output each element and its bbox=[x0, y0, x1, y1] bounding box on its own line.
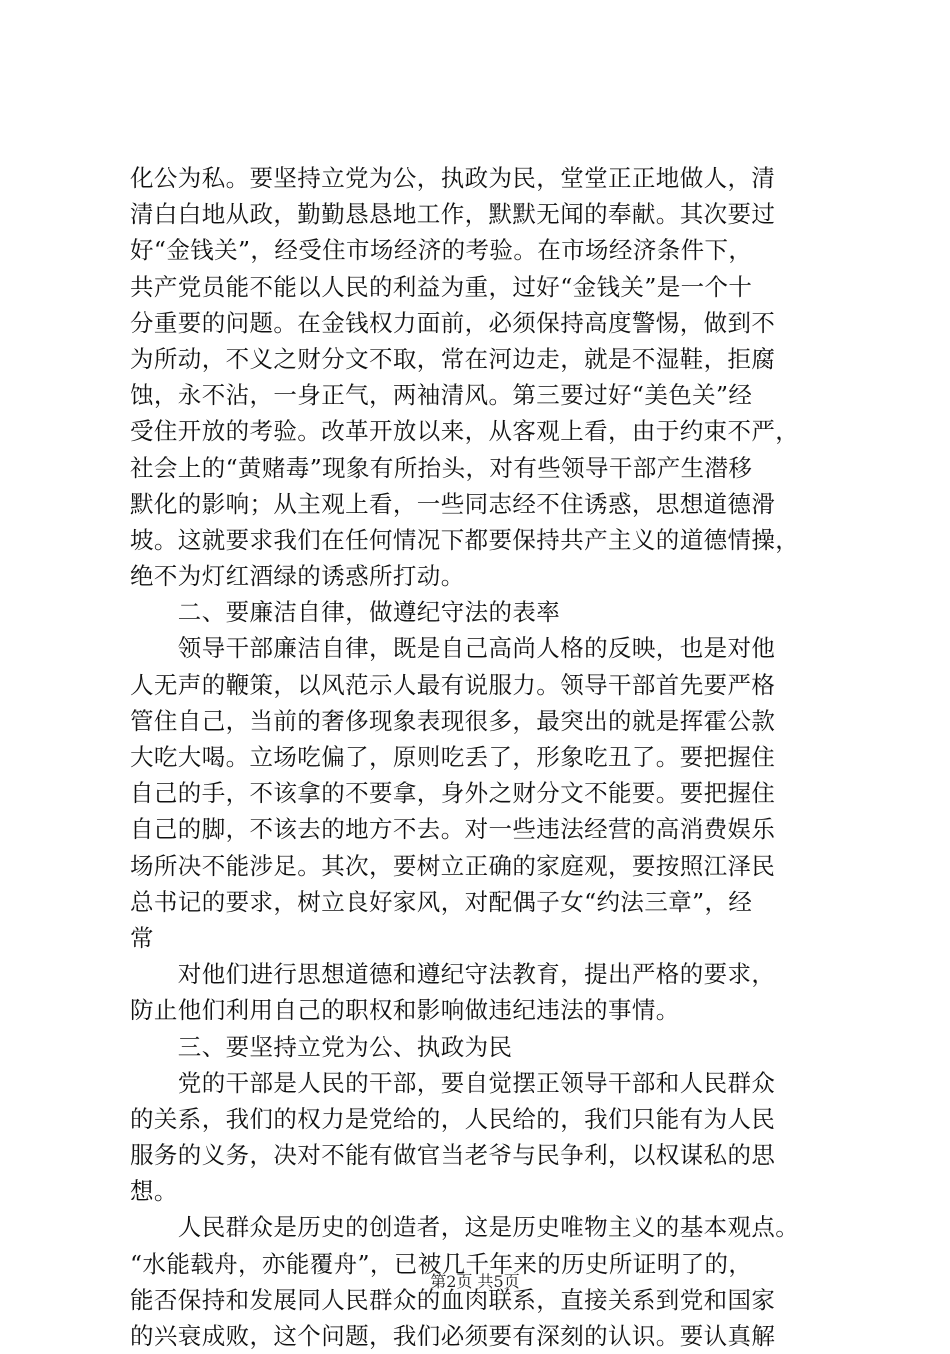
text-line: 党的干部是人民的干部，要自觉摆正领导干部和人民群众 bbox=[130, 1068, 776, 1097]
text-line: 为所动，不义之财分文不取，常在河边走，就是不湿鞋，拒腐 bbox=[130, 344, 776, 373]
text-line: 共产党员能不能以人民的利益为重，过好“金钱关”是一个十 bbox=[130, 272, 753, 301]
text-line: 大吃大喝。立场吃偏了，原则吃丢了，形象吃丑了。要把握住 bbox=[130, 743, 776, 771]
page-footer: 第2页 共5页 bbox=[430, 1272, 520, 1291]
text-line: 领导干部廉洁自律，既是自己高尚人格的反映，也是对他 bbox=[130, 634, 776, 663]
text-line: 的兴衰成败，这个问题，我们必须要有深刻的认识。要认真解 bbox=[130, 1322, 776, 1350]
text-line: 总书记的要求，树立良好家风，对配偶子女“约法三章”，经 bbox=[130, 887, 753, 916]
text-line: 人民群众是历史的创造者，这是历史唯物主义的基本观点。 bbox=[130, 1213, 800, 1242]
text-line: “水能载舟，亦能覆舟”，已被几千年来的历史所证明了的， bbox=[130, 1249, 753, 1278]
text-line: 的关系，我们的权力是党给的，人民给的，我们只能有为人民 bbox=[130, 1104, 776, 1133]
text-line: 受住开放的考验。改革开放以来，从客观上看，由于约束不严， bbox=[130, 417, 800, 446]
text-line: 常 bbox=[130, 923, 154, 952]
text-line: 想。 bbox=[130, 1177, 178, 1206]
text-line: 化公为私。要坚持立党为公，执政为民，堂堂正正地做人，清 bbox=[130, 164, 776, 192]
text-line: 分重要的问题。在金钱权力面前，必须保持高度警惕，做到不 bbox=[130, 308, 776, 337]
text-line: 管住自己，当前的奢侈现象表现很多，最突出的就是挥霍公款 bbox=[130, 706, 776, 735]
text-line: 服务的义务，决对不能有做官当老爷与民争利，以权谋私的思 bbox=[130, 1141, 776, 1170]
body-text bbox=[130, 160, 830, 1354]
text-line: 好“金钱关”，经受住市场经济的考验。在市场经济条件下， bbox=[130, 236, 753, 265]
text-line: 人无声的鞭策，以风范示人最有说服力。领导干部首先要严格 bbox=[130, 670, 776, 699]
text-line: 自己的脚，不该去的地方不去。对一些违法经营的高消费娱乐 bbox=[130, 815, 776, 844]
text-line: 三、要坚持立党为公、执政为民 bbox=[130, 1032, 513, 1061]
text-line: 自己的手，不该拿的不要拿，身外之财分文不能要。要把握住 bbox=[130, 779, 776, 808]
text-line: 默化的影响；从主观上看，一些同志经不住诱惑，思想道德滑 bbox=[130, 489, 776, 518]
text-line: 防止他们利用自己的职权和影响做违纪违法的事情。 bbox=[130, 996, 680, 1025]
text-line: 坡。这就要求我们在任何情况下都要保持共产主义的道德情操， bbox=[130, 525, 800, 554]
text-line: 能否保持和发展同人民群众的血肉联系，直接关系到党和国家 bbox=[130, 1285, 776, 1314]
text-line: 清白白地从政，勤勤恳恳地工作，默默无闻的奉献。其次要过 bbox=[130, 200, 776, 229]
text-line: 场所决不能涉足。其次，要树立正确的家庭观，要按照江泽民 bbox=[130, 851, 776, 880]
text-line: 二、要廉洁自律，做遵纪守法的表率 bbox=[130, 598, 561, 627]
text-line: 对他们进行思想道德和遵纪守法教育，提出严格的要求， bbox=[130, 960, 776, 989]
text-line: 绝不为灯红酒绿的诱惑所打动。 bbox=[130, 562, 465, 591]
text-line: 社会上的“黄赌毒”现象有所抬头，对有些领导干部产生潜移 bbox=[130, 453, 753, 482]
text-line: 蚀，永不沾，一身正气，两袖清风。第三要过好“美色关”经 bbox=[130, 381, 753, 410]
